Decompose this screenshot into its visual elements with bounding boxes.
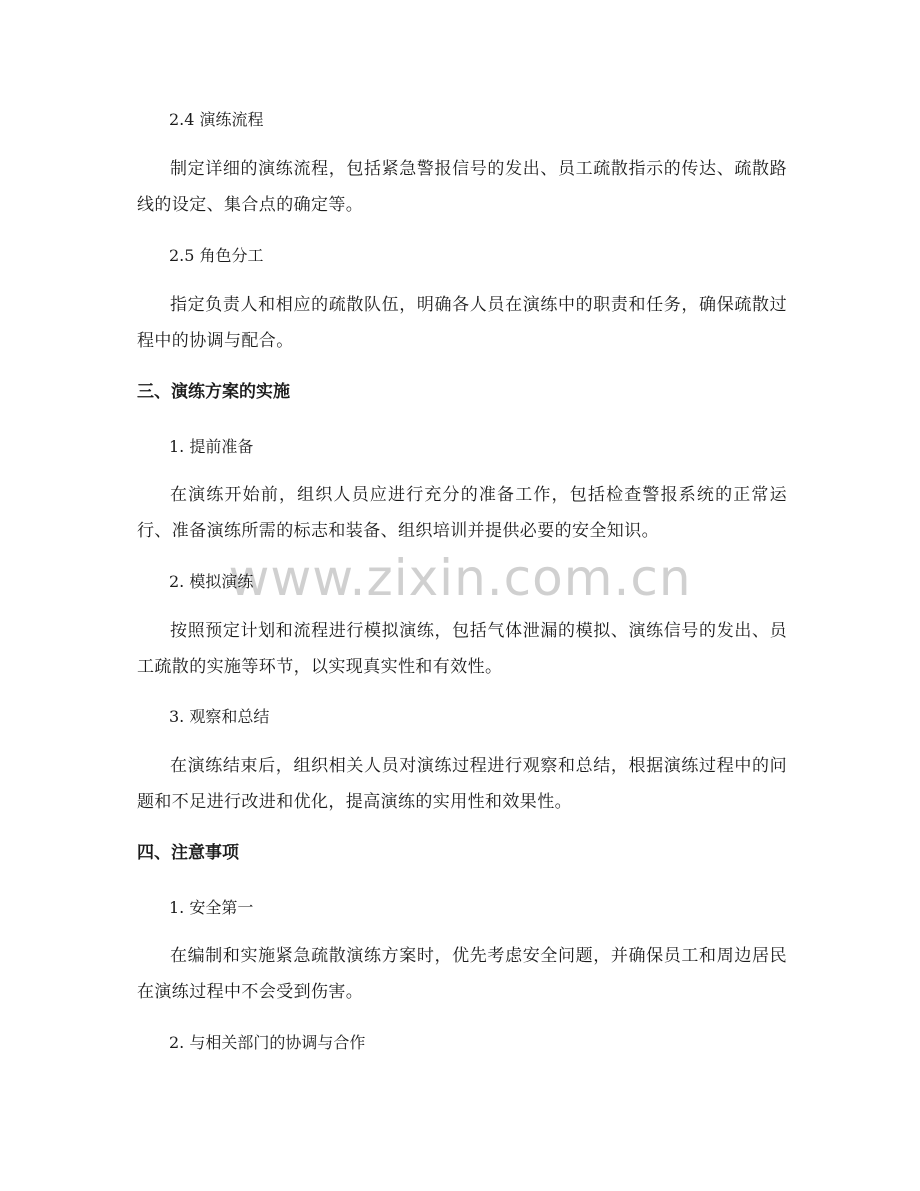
paragraph-2-4: 制定详细的演练流程，包括紧急警报信号的发出、员工疏散指示的传达、疏散路线的设定、集合点的确定等。 [137, 159, 787, 215]
subheading-3-1: 1. 提前准备 [169, 437, 254, 456]
paragraph-3-3: 在演练结束后，组织相关人员对演练过程进行观察和总结，根据演练过程中的问题和不足进行改进和优化，提高演练的实用性和效果性。 [137, 756, 787, 812]
watermark-text: www.zixin.com.cn [228, 549, 692, 607]
paragraph-3-2: 按照预定计划和流程进行模拟演练，包括气体泄漏的模拟、演练信号的发出、员工疏散的实施等环节，以实现真实性和有效性。 [137, 621, 787, 677]
subheading-2-5: 2.5 角色分工 [169, 246, 264, 265]
subheading-2-4: 2.4 演练流程 [169, 110, 264, 129]
section-title-3: 三、演练方案的实施 [137, 382, 290, 402]
paragraph-4-1: 在编制和实施紧急疏散演练方案时，优先考虑安全问题，并确保员工和周边居民在演练过程中不会受到伤害。 [137, 946, 787, 1002]
subheading-3-3: 3. 观察和总结 [169, 707, 270, 726]
paragraph-2-5: 指定负责人和相应的疏散队伍，明确各人员在演练中的职责和任务，确保疏散过程中的协调与配合。 [137, 295, 787, 351]
paragraph-3-1: 在演练开始前，组织人员应进行充分的准备工作，包括检查警报系统的正常运行、准备演练所需的标志和装备、组织培训并提供必要的安全知识。 [137, 485, 787, 541]
subheading-3-2: 2. 模拟演练 [169, 572, 254, 591]
subheading-4-2: 2. 与相关部门的协调与合作 [169, 1033, 366, 1052]
section-title-4: 四、注意事项 [137, 843, 239, 863]
subheading-4-1: 1. 安全第一 [169, 898, 254, 917]
